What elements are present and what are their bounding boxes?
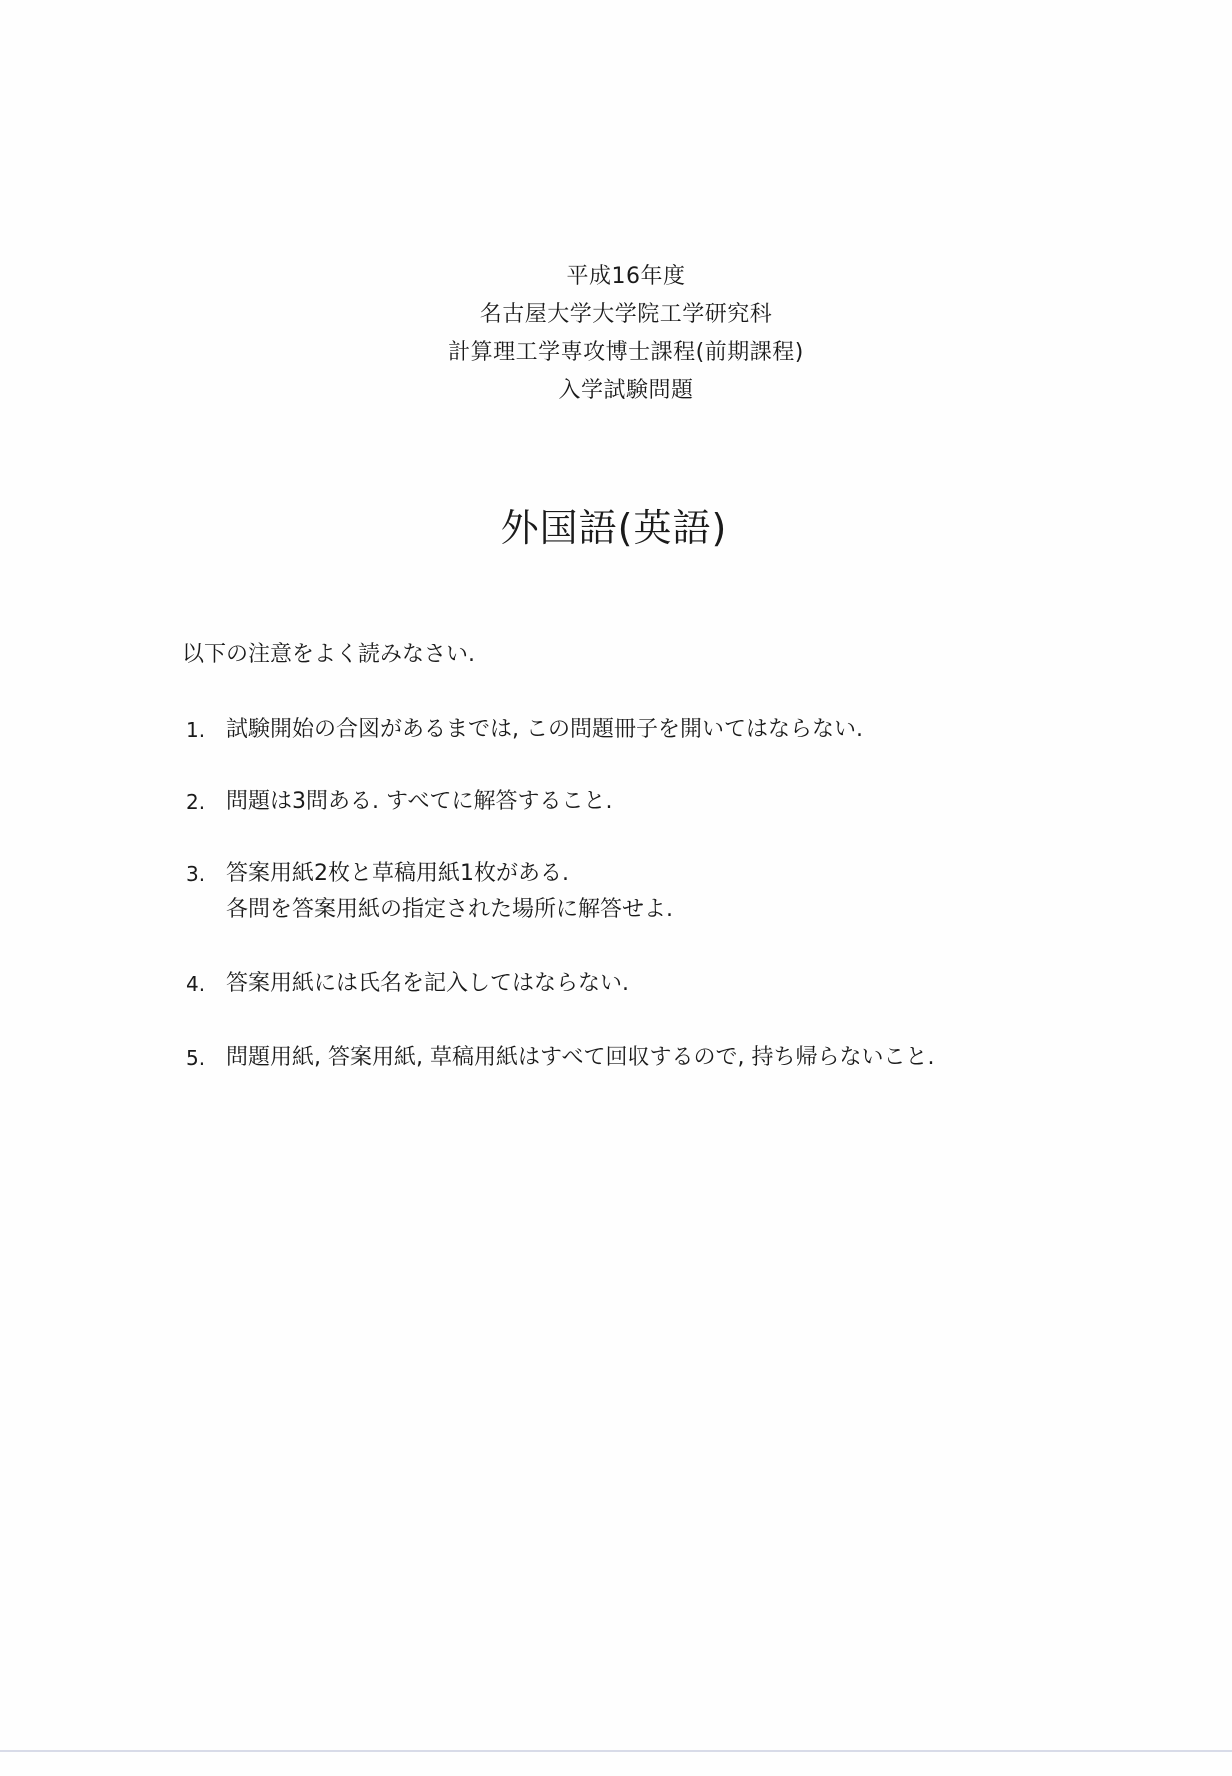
exam-header bbox=[10, 258, 1232, 410]
subject-title: 外国語(英語) bbox=[500, 506, 728, 550]
notice-line: 答案用紙には氏名を記入してはならない. bbox=[226, 971, 629, 996]
instructions-lead: 以下の注意をよく読みなさい. bbox=[182, 642, 475, 667]
notice-text bbox=[226, 1040, 1066, 1076]
notice-number: 3. bbox=[186, 862, 206, 886]
notice-item-2 bbox=[186, 784, 1066, 820]
university-school: 名古屋大学大学院工学研究科 bbox=[479, 302, 773, 327]
department-program: 計算理工学専攻博士課程(前期課程) bbox=[448, 340, 804, 365]
notice-item-3 bbox=[186, 856, 1066, 928]
scan-edge-divider bbox=[0, 1750, 1232, 1752]
notice-line: 問題用紙, 答案用紙, 草稿用紙はすべて回収するので, 持ち帰らないこと. bbox=[226, 1045, 935, 1070]
notice-item-1 bbox=[186, 712, 1066, 748]
notice-number: 5. bbox=[186, 1046, 206, 1070]
exam-type: 入学試験問題 bbox=[558, 378, 694, 403]
notice-item-4 bbox=[186, 966, 1066, 1002]
notice-line: 答案用紙2枚と草稿用紙1枚がある. bbox=[226, 861, 569, 886]
notice-text bbox=[226, 966, 1066, 1002]
notice-text bbox=[226, 712, 1066, 748]
notice-text bbox=[226, 856, 1066, 928]
notice-text bbox=[226, 784, 1066, 820]
notice-number: 1. bbox=[186, 718, 206, 742]
notice-line: 各問を答案用紙の指定された場所に解答せよ. bbox=[226, 897, 673, 922]
notice-item-5 bbox=[186, 1040, 1066, 1076]
notice-number: 2. bbox=[186, 790, 206, 814]
notice-list bbox=[186, 712, 1066, 1076]
notice-line: 試験開始の合図があるまでは, この問題冊子を開いてはならない. bbox=[226, 717, 863, 742]
exam-year: 平成16年度 bbox=[566, 264, 686, 289]
notice-line: 問題は3問ある. すべてに解答すること. bbox=[226, 789, 613, 814]
notice-number: 4. bbox=[186, 972, 206, 996]
